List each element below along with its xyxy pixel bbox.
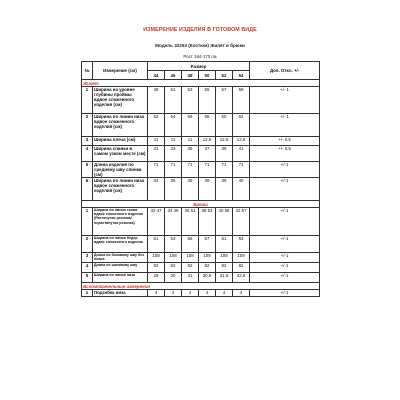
col-tolerance-header: Доп. Откл. +/-: [250, 62, 320, 80]
size-value: 62: [233, 114, 250, 137]
measurement-table: [81, 61, 320, 297]
header-row-1: [82, 62, 320, 71]
size-value: 82: [165, 263, 182, 273]
table-row: [82, 162, 320, 178]
size-value: 12,5: [216, 137, 233, 146]
size-value: 42 57: [233, 208, 250, 236]
measurement-name: Ширина по линии бедер вдвое сложенного изделия: [93, 236, 148, 253]
row-number: 6: [82, 178, 93, 201]
size-value: 30: [165, 273, 182, 283]
size-value: 71: [233, 162, 250, 178]
size-value: 51: [148, 236, 165, 253]
size-value: 108: [148, 253, 165, 263]
measurement-name: Ширина плеча (см): [93, 137, 148, 146]
size-value: 33: [165, 146, 182, 162]
row-number: 2: [82, 114, 93, 137]
size-value: 12,5: [233, 137, 250, 146]
tolerance-value: +/-1: [250, 290, 320, 297]
size-value: 52: [148, 114, 165, 137]
size-value: 31,5: [216, 273, 233, 283]
size-value: 12,5: [199, 137, 216, 146]
size-chart-document: [81, 27, 319, 395]
row-number: 4: [82, 146, 93, 162]
size-value: 82: [148, 263, 165, 273]
row-number: 5: [82, 273, 93, 283]
size-value: 34: [148, 178, 165, 201]
table-row: [82, 263, 320, 273]
size-value: 51: [165, 87, 182, 114]
tolerance-value: +/- 0,5: [250, 137, 320, 146]
size-value: 71: [216, 162, 233, 178]
row-number: 1: [82, 208, 93, 236]
table-row: [82, 290, 320, 297]
size-value: 4: [165, 290, 182, 297]
size-value: 39: [199, 178, 216, 201]
size-value: 109: [233, 253, 250, 263]
size-value: 4: [233, 290, 250, 297]
table-row: [82, 236, 320, 253]
size-value: 29: [148, 273, 165, 283]
size-value: 40 55: [216, 208, 233, 236]
tolerance-value: +/-1: [250, 162, 320, 178]
size-header: 54: [233, 71, 250, 80]
size-value: 39: [216, 178, 233, 201]
size-value: 71: [199, 162, 216, 178]
row-number: 1: [82, 290, 93, 297]
size-value: 109: [216, 253, 233, 263]
row-number: 2: [82, 236, 93, 253]
measurement-name: Ширина на уровне глубины проймы вдвое сложенного изделия (см): [93, 87, 148, 114]
size-value: 71: [148, 162, 165, 178]
col-measure-header: Измерение (см): [93, 62, 148, 80]
size-value: 58: [199, 114, 216, 137]
size-value: 38: [182, 178, 199, 201]
measurement-name: Ширина по линии талии вдвое сложенного изделия (Растянутая резинка/нерастянутая резинка): [93, 208, 148, 236]
size-value: 4: [148, 290, 165, 297]
size-value: 38 53: [199, 208, 216, 236]
size-value: 108: [182, 253, 199, 263]
measurement-name: Ширина по линии низа вдвое сложенного изделия (см): [93, 178, 148, 201]
measurement-name: Подгибка низа: [93, 290, 148, 297]
size-value: 31: [148, 146, 165, 162]
measurement-name: Ширина по линии низа вдвое сложенного изделия (см): [93, 114, 148, 137]
size-value: 30,5: [199, 273, 216, 283]
size-value: 11: [165, 137, 182, 146]
size-value: 39: [216, 146, 233, 162]
tolerance-value: +/- 1: [250, 114, 320, 137]
size-value: 108: [165, 253, 182, 263]
size-value: 61: [216, 236, 233, 253]
table-row: [82, 208, 320, 236]
size-header: 50: [199, 71, 216, 80]
size-value: 34 49: [165, 208, 182, 236]
size-value: 56: [182, 114, 199, 137]
height-label: Рост 164-170 см: [183, 54, 217, 59]
row-number: 3: [82, 253, 93, 263]
size-header: 44: [148, 71, 165, 80]
table-row: [82, 273, 320, 283]
size-value: 36 51: [182, 208, 199, 236]
size-value: 35: [182, 146, 199, 162]
size-value: 57: [199, 236, 216, 253]
size-value: 82: [199, 263, 216, 273]
row-number: 5: [82, 162, 93, 178]
table-row: [82, 87, 320, 114]
size-value: 36: [165, 178, 182, 201]
table-row: [82, 137, 320, 146]
tolerance-value: +/-1: [250, 236, 320, 253]
measurement-name: Длина по боковому шву без пояса: [93, 253, 148, 263]
size-value: 53: [182, 87, 199, 114]
size-value: 53: [165, 236, 182, 253]
measurement-name: Длина по шаговому шву: [93, 263, 148, 273]
table-row: [82, 178, 320, 201]
tolerance-value: +/-1: [250, 208, 320, 236]
tolerance-value: +/- 0,5: [250, 146, 320, 162]
size-value: 57: [216, 87, 233, 114]
col-num-header: №: [82, 62, 93, 80]
section-vest: [82, 80, 320, 87]
tolerance-value: +/-1: [250, 273, 320, 283]
table-row: [82, 253, 320, 263]
size-value: 54: [165, 114, 182, 137]
model-subtitle: Модель 32253 (Костюм) Жилет и брюки: [155, 43, 245, 48]
size-value: 55: [199, 87, 216, 114]
tolerance-value: +/-1: [250, 253, 320, 263]
size-header: 46: [165, 71, 182, 80]
size-header: 48: [182, 71, 199, 80]
size-value: 82: [216, 263, 233, 273]
size-header: 52: [216, 71, 233, 80]
size-value: 71: [165, 162, 182, 178]
size-value: 60: [216, 114, 233, 137]
col-size-header: Размер: [148, 62, 250, 71]
measurement-name: Длина изделия по среднему шву спинки (см): [93, 162, 148, 178]
size-value: 41: [233, 146, 250, 162]
size-value: 32 47: [148, 208, 165, 236]
table-row: [82, 146, 320, 162]
section-title: Брюки: [82, 201, 320, 208]
size-value: 71: [182, 162, 199, 178]
size-value: 82: [233, 263, 250, 273]
table-row: [82, 114, 320, 137]
size-value: 4: [216, 290, 233, 297]
tolerance-value: +/- 1: [250, 87, 320, 114]
size-value: 11: [148, 137, 165, 146]
tolerance-value: +/-1: [250, 263, 320, 273]
measurement-name: Ширина по линии низа: [93, 273, 148, 283]
size-value: 55: [182, 236, 199, 253]
size-value: 82: [182, 263, 199, 273]
section-title: Жилет: [82, 80, 320, 87]
size-value: 109: [199, 253, 216, 263]
row-number: 1: [82, 87, 93, 114]
size-value: 32,5: [233, 273, 250, 283]
size-value: 40: [233, 178, 250, 201]
size-value: 49: [148, 87, 165, 114]
section-title: Вспомогательные измерения: [82, 283, 320, 290]
size-value: 4: [182, 290, 199, 297]
measurement-table-body: [82, 62, 320, 297]
size-value: 37: [199, 146, 216, 162]
row-number: 3: [82, 137, 93, 146]
size-value: 31: [182, 273, 199, 283]
measurement-name: Ширина спинки в самом узком месте (см): [93, 146, 148, 162]
size-value: 59: [233, 87, 250, 114]
size-value: 4: [199, 290, 216, 297]
size-value: 11: [182, 137, 199, 146]
section-pants: [82, 201, 320, 208]
document-title: ИЗМЕРЕНИЕ ИЗДЕЛИЯ В ГОТОВОМ ВИДЕ: [143, 27, 257, 33]
section-auxiliary: [82, 283, 320, 290]
tolerance-value: +/-1: [250, 178, 320, 201]
row-number: 4: [82, 263, 93, 273]
size-value: 63: [233, 236, 250, 253]
